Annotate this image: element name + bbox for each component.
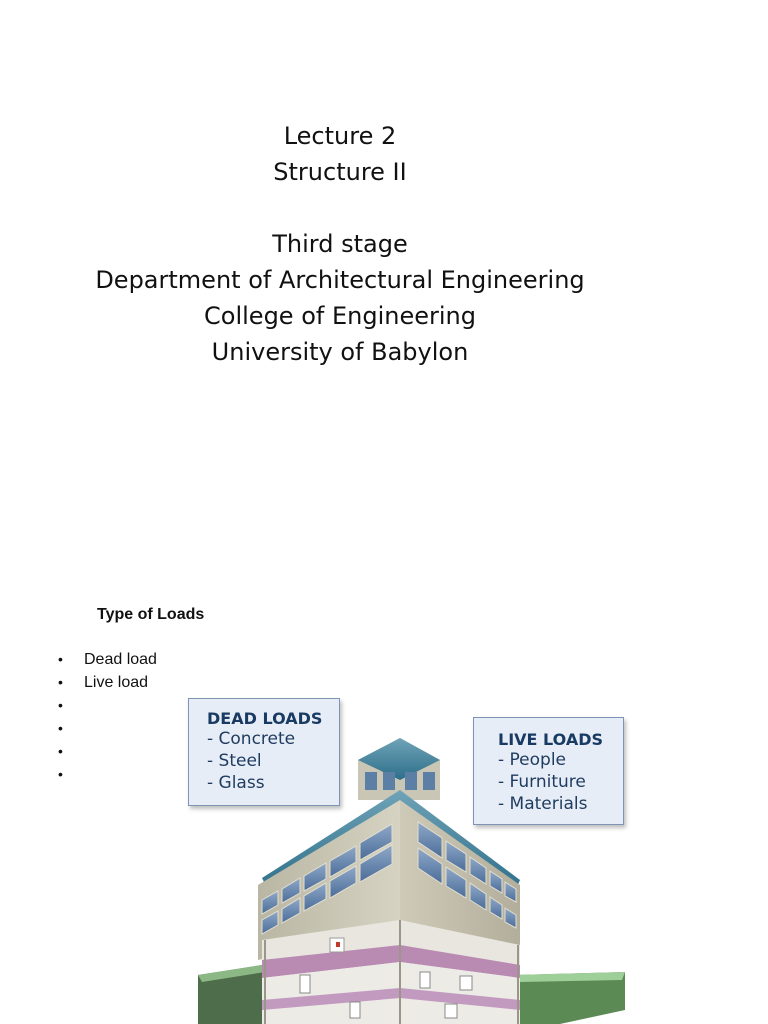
college: College of Engineering: [204, 302, 476, 330]
lecture-number: Lecture 2: [283, 122, 397, 150]
dead-loads-callout: [188, 698, 340, 806]
live-loads-heading: LIVE LOADS: [498, 730, 604, 749]
loads-heading: Type of Loads: [97, 606, 205, 623]
list-item-text: Live load: [84, 674, 149, 691]
dead-load-item: - Steel: [207, 751, 262, 771]
live-loads-callout: [473, 717, 624, 825]
bullet-icon: •: [58, 743, 63, 759]
bullet-icon: •: [58, 651, 63, 667]
list-item: [58, 740, 157, 763]
live-load-item: - People: [498, 750, 567, 770]
list-item: [58, 717, 157, 740]
bullet-icon: •: [58, 697, 63, 713]
list-item-text: Dead load: [84, 651, 157, 668]
dead-load-item: - Concrete: [207, 729, 296, 749]
list-item: [58, 763, 157, 786]
dead-load-item: - Glass: [207, 773, 265, 793]
list-item: [58, 671, 157, 694]
live-load-item: - Materials: [498, 794, 588, 814]
live-load-item: - Furniture: [498, 772, 586, 792]
department: Department of Architectural Engineering: [95, 266, 585, 294]
university: University of Babylon: [211, 338, 469, 366]
stage: Third stage: [272, 230, 408, 258]
dead-loads-heading: DEAD LOADS: [207, 709, 323, 728]
loads-list: [58, 648, 157, 786]
bullet-icon: •: [58, 720, 63, 736]
list-item: [58, 648, 157, 671]
list-item: [58, 694, 157, 717]
course-name: Structure II: [273, 158, 407, 186]
title-block: [0, 118, 680, 370]
bullet-icon: •: [58, 766, 63, 782]
bullet-icon: •: [58, 674, 63, 690]
title-spacer: [0, 190, 680, 226]
